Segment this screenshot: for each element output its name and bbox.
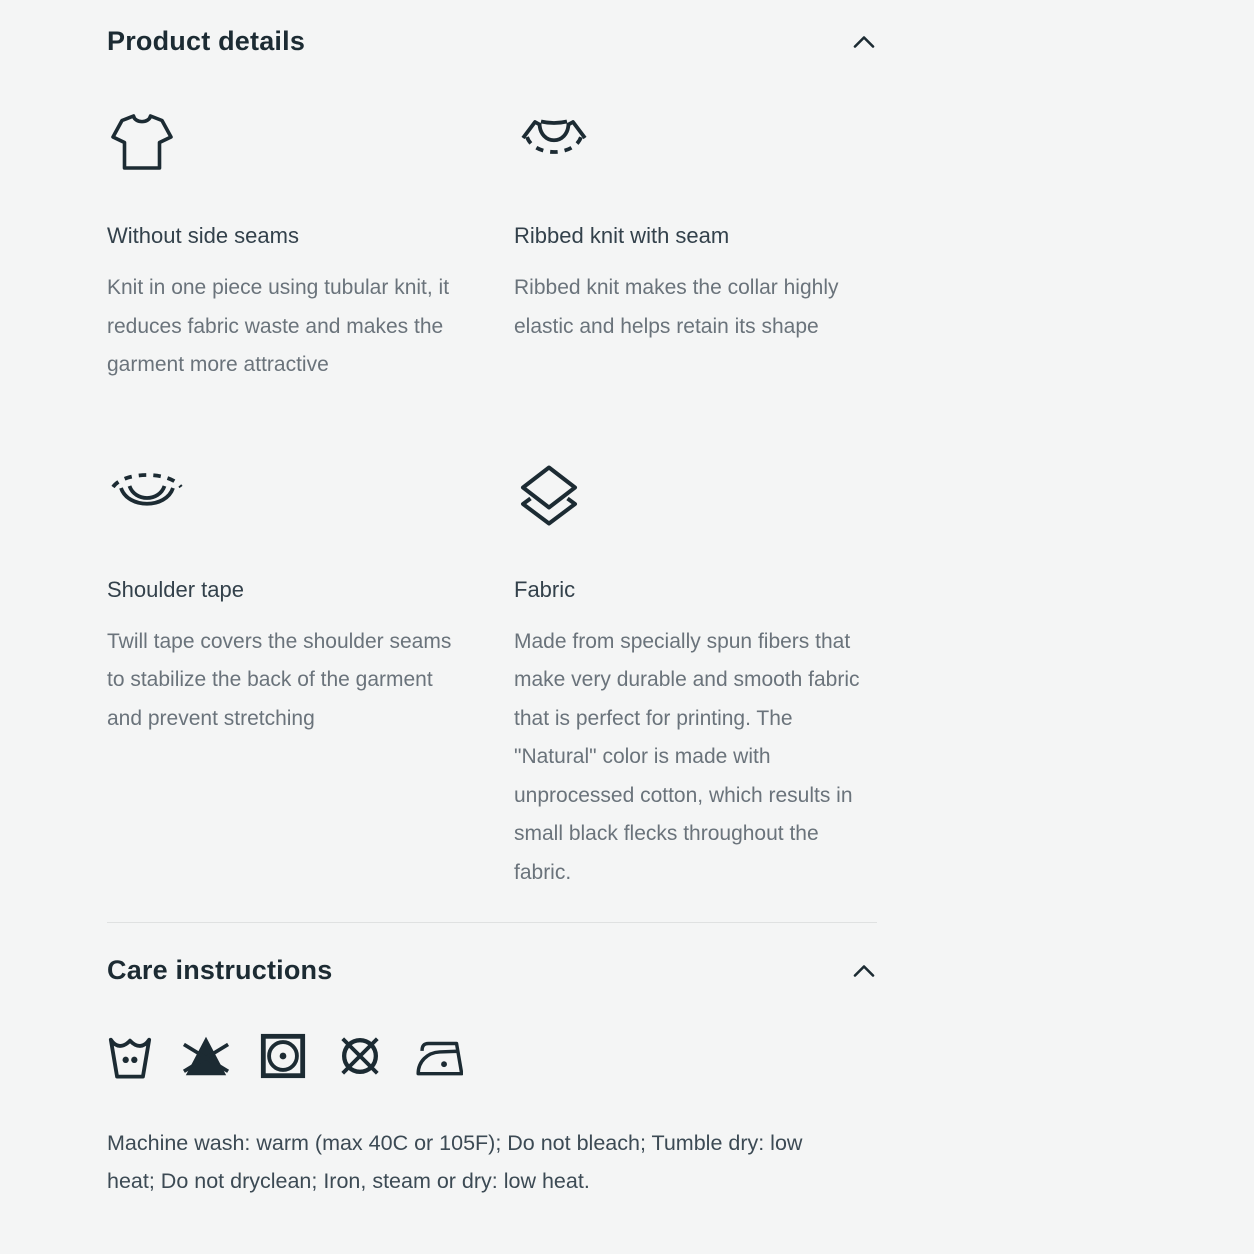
feature-card-ribbed-knit [514, 107, 877, 385]
machine-wash-warm-icon [107, 1032, 153, 1080]
do-not-dryclean-icon [335, 1032, 385, 1080]
feature-description: Made from specially spun fibers that make very durable and smooth fabric that is perfect for printing. The "Natural" color is made with unprocessed cotton, which results in small black flecks throughout the fabric. [514, 629, 860, 884]
chevron-up-icon[interactable] [851, 960, 877, 981]
feature-title: Fabric [514, 576, 576, 602]
feature-title: Without side seams [107, 223, 299, 248]
feature-title: Ribbed knit with seam [514, 223, 730, 248]
feature-title: Shoulder tape [107, 576, 244, 602]
care-symbols-row [107, 1032, 877, 1080]
section-divider [107, 922, 877, 923]
care-instructions-text: Machine wash: warm (max 40C or 105F); Do not bleach; Tumble dry: low heat; Do not dryclean; Iron, steam or dry: low heat. [107, 1131, 803, 1193]
shoulder-tape-icon [107, 461, 467, 531]
feature-grid [107, 107, 877, 892]
care-instructions-title: Care instructions [107, 955, 333, 985]
chevron-up-icon[interactable] [851, 31, 877, 52]
feature-card-without-side-seams [107, 107, 467, 385]
section-care-instructions [107, 955, 877, 1200]
feature-card-shoulder-tape [107, 461, 467, 893]
fabric-layers-icon [514, 461, 877, 531]
care-instructions-header[interactable] [107, 955, 877, 986]
feature-description: Knit in one piece using tubular knit, it reduces fabric waste and makes the garment more attractive [107, 276, 450, 376]
product-details-title: Product details [107, 26, 306, 56]
do-not-bleach-icon [181, 1032, 231, 1080]
feature-card-fabric [514, 461, 877, 893]
feature-description: Ribbed knit makes the collar highly elastic and helps retain its shape [514, 276, 839, 338]
feature-description: Twill tape covers the shoulder seams to stabilize the back of the garment and prevent stretching [107, 629, 452, 730]
tshirt-icon [107, 107, 467, 177]
product-details-header[interactable] [107, 26, 877, 57]
tumble-dry-low-heat-icon [259, 1032, 307, 1080]
section-product-details [107, 26, 877, 892]
ribbed-collar-seam-icon [514, 107, 877, 177]
iron-low-heat-icon [413, 1034, 463, 1078]
